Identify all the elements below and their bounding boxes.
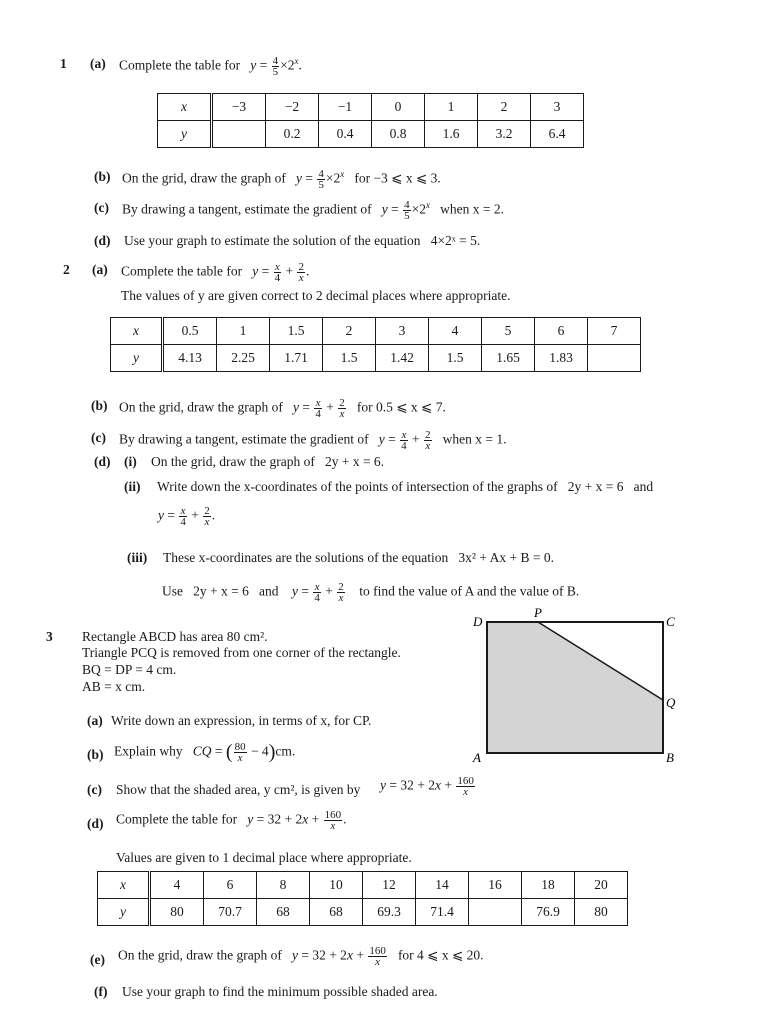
q1-table: [157, 93, 584, 148]
q2-y-cell: 2.25: [217, 345, 270, 372]
q2-x-cell: 3: [376, 318, 429, 345]
q3-x-head: x: [98, 872, 150, 899]
q3-x-cell: 10: [310, 872, 363, 899]
q3-line2: Triangle PCQ is removed from one corner of the rectangle.: [82, 645, 401, 660]
q3-table: [97, 871, 628, 926]
q3-x-cell: 18: [522, 872, 575, 899]
q1-x-cell: 1: [425, 94, 478, 121]
rectangle-diagram: [470, 604, 690, 768]
q1-x-cell: −2: [266, 94, 319, 121]
label-a: A: [473, 750, 481, 765]
q1-y-head: y: [158, 121, 212, 148]
q2-c-label: (c): [91, 430, 106, 445]
q2-c-text: By drawing a tangent, estimate the gradient of y = $\frac{x}{4}$ + $\frac{2}{x}$ when x = 1.: [119, 429, 507, 452]
q3-y-cell: 69.3: [363, 899, 416, 926]
q3-note: Values are given to 1 decimal place where appropriate.: [116, 850, 412, 865]
shaded-region: [487, 622, 663, 753]
q3-line3: BQ = DP = 4 cm.: [82, 662, 177, 677]
q3-x-cell: 14: [416, 872, 469, 899]
q2-b-label: (b): [91, 398, 108, 413]
q3-line1: Rectangle ABCD has area 80 cm².: [82, 629, 268, 644]
q1-c-label: (c): [94, 200, 109, 215]
q3-f-text: Use your graph to find the minimum possible shaded area.: [122, 984, 438, 999]
table-row: [111, 318, 641, 345]
q1-y-cell: 3.2: [478, 121, 531, 148]
q3-y-cell: 70.7: [204, 899, 257, 926]
q2-b-text: On the grid, draw the graph of y = $\frac{x}{4}$ + $\frac{2}{x}$ for 0.5 ⩽ x ⩽ 7.: [119, 397, 446, 420]
q3-y-cell: 76.9: [522, 899, 575, 926]
q2-dii-label: (ii): [124, 479, 141, 494]
q1-x-cell: −3: [212, 94, 266, 121]
q2-number: 2: [63, 262, 70, 277]
q3-c-text: Show that the shaded area, y cm², is given by: [116, 782, 361, 797]
q2-x-cell: 1: [217, 318, 270, 345]
q3-x-cell: 6: [204, 872, 257, 899]
label-d: D: [473, 614, 483, 629]
q1-y-cell: 0.8: [372, 121, 425, 148]
label-b: B: [666, 750, 674, 765]
q3-x-cell: 16: [469, 872, 522, 899]
q1-x-cell: 3: [531, 94, 584, 121]
q1-a-label: (a): [90, 56, 106, 71]
q2-diii-text: These x-coordinates are the solutions of the equation 3x² + Ax + B = 0.: [163, 550, 554, 565]
q2-di-label: (i): [124, 454, 137, 469]
q3-x-cell: 8: [257, 872, 310, 899]
q2-x-cell: 5: [482, 318, 535, 345]
q2-dii-text: Write down the x-coordinates of the points of intersection of the graphs of 2y + x = 6 and: [157, 479, 654, 494]
q2-x-cell: 1.5: [270, 318, 323, 345]
q3-e-label: (e): [90, 952, 105, 967]
q2-y-head: y: [111, 345, 163, 372]
q1-d-label: (d): [94, 233, 111, 248]
q1-y-cell: 0.4: [319, 121, 372, 148]
q3-d-label: (d): [87, 816, 104, 831]
q2-diii-label: (iii): [127, 550, 148, 565]
q2-a-text: Complete the table for y = $\frac{x}{4}$ + $\frac{2}{x}$ .: [121, 261, 310, 284]
q2-table: [110, 317, 641, 372]
table-row: [98, 872, 628, 899]
q3-y-head: y: [98, 899, 150, 926]
q2-d-label: (d): [94, 454, 111, 469]
q1-a-text: Complete the table for y = $\frac{4}{5}$ $\times 2^x$.: [119, 55, 302, 78]
table-row: [98, 899, 628, 926]
q3-y-cell: 80: [150, 899, 204, 926]
q1-x-head: x: [158, 94, 212, 121]
q3-x-cell: 4: [150, 872, 204, 899]
q3-x-cell: 20: [575, 872, 628, 899]
q3-number: 3: [46, 629, 53, 644]
table-row: [111, 345, 641, 372]
q2-y-cell: 4.13: [163, 345, 217, 372]
q2-x-cell: 7: [588, 318, 641, 345]
q3-y-cell: 80: [575, 899, 628, 926]
label-q: Q: [666, 695, 676, 710]
q1-b-label: (b): [94, 169, 111, 184]
q3-b-label: (b): [87, 747, 104, 762]
q1-b-text: On the grid, draw the graph of y = $\frac{4}{5}$ $\times 2^x$ for −3 ⩽ x ⩽ 3.: [122, 168, 441, 191]
q3-a-text: Write down an expression, in terms of x, for CP.: [111, 713, 372, 728]
q2-y-cell: 1.5: [323, 345, 376, 372]
q2-note: The values of y are given correct to 2 decimal places where appropriate.: [121, 288, 511, 303]
q3-c-label: (c): [87, 782, 102, 797]
q2-di-text: On the grid, draw the graph of 2y + x = 6.: [151, 454, 385, 469]
q3-f-label: (f): [94, 984, 108, 999]
q3-c-eq: y = 32 + 2x + $\frac{160}{x}$: [380, 775, 474, 798]
q2-y-cell: 1.71: [270, 345, 323, 372]
q2-x-cell: 4: [429, 318, 482, 345]
label-c: C: [666, 614, 675, 629]
table-row: [158, 121, 584, 148]
q2-dii-eq2: y = $\frac{x}{4}$ + $\frac{2}{x}$ .: [158, 505, 216, 528]
q2-y-cell: 1.65: [482, 345, 535, 372]
q3-a-label: (a): [87, 713, 103, 728]
q3-line4: AB = x cm.: [82, 679, 146, 694]
q3-d-text: Complete the table for y = 32 + 2x + $\frac{160}{x}$ .: [116, 809, 347, 832]
q2-a-label: (a): [92, 262, 108, 277]
q1-d-text: Use your graph to estimate the solution of the equation 4×2ˣ = 5.: [124, 233, 481, 248]
q2-x-cell: 0.5: [163, 318, 217, 345]
q1-x-cell: −1: [319, 94, 372, 121]
label-p: P: [534, 605, 542, 620]
q1-y-cell: 6.4: [531, 121, 584, 148]
q3-y-cell: 68: [257, 899, 310, 926]
q2-y-cell: 1.83: [535, 345, 588, 372]
q2-x-head: x: [111, 318, 163, 345]
q3-y-cell: 68: [310, 899, 363, 926]
q1-x-cell: 0: [372, 94, 425, 121]
q1-y-cell: 0.2: [266, 121, 319, 148]
q3-y-cell[interactable]: [469, 899, 522, 926]
q2-y-cell[interactable]: [588, 345, 641, 372]
q1-y-cell[interactable]: [212, 121, 266, 148]
q1-number: 1: [60, 56, 67, 71]
q3-x-cell: 12: [363, 872, 416, 899]
q2-y-cell: 1.42: [376, 345, 429, 372]
q2-y-cell: 1.5: [429, 345, 482, 372]
q3-e-text: On the grid, draw the graph of y = 32 + 2x + $\frac{160}{x}$ for 4 ⩽ x ⩽ 20.: [118, 945, 484, 968]
q2-use-text: Use 2y + x = 6 and y = $\frac{x}{4}$ + $\frac{2}{x}$ to find the value of A and the value of B.: [162, 581, 580, 604]
q3-y-cell: 71.4: [416, 899, 469, 926]
q3-b-text: Explain why CQ = ( $\frac{80}{x}$ − 4)cm.: [114, 741, 296, 764]
table-row: [158, 94, 584, 121]
q2-x-cell: 2: [323, 318, 376, 345]
q2-x-cell: 6: [535, 318, 588, 345]
q1-c-text: By drawing a tangent, estimate the gradient of y = $\frac{4}{5}$ $\times 2^x$ when x = 2.: [122, 199, 505, 222]
q1-y-cell: 1.6: [425, 121, 478, 148]
q1-x-cell: 2: [478, 94, 531, 121]
